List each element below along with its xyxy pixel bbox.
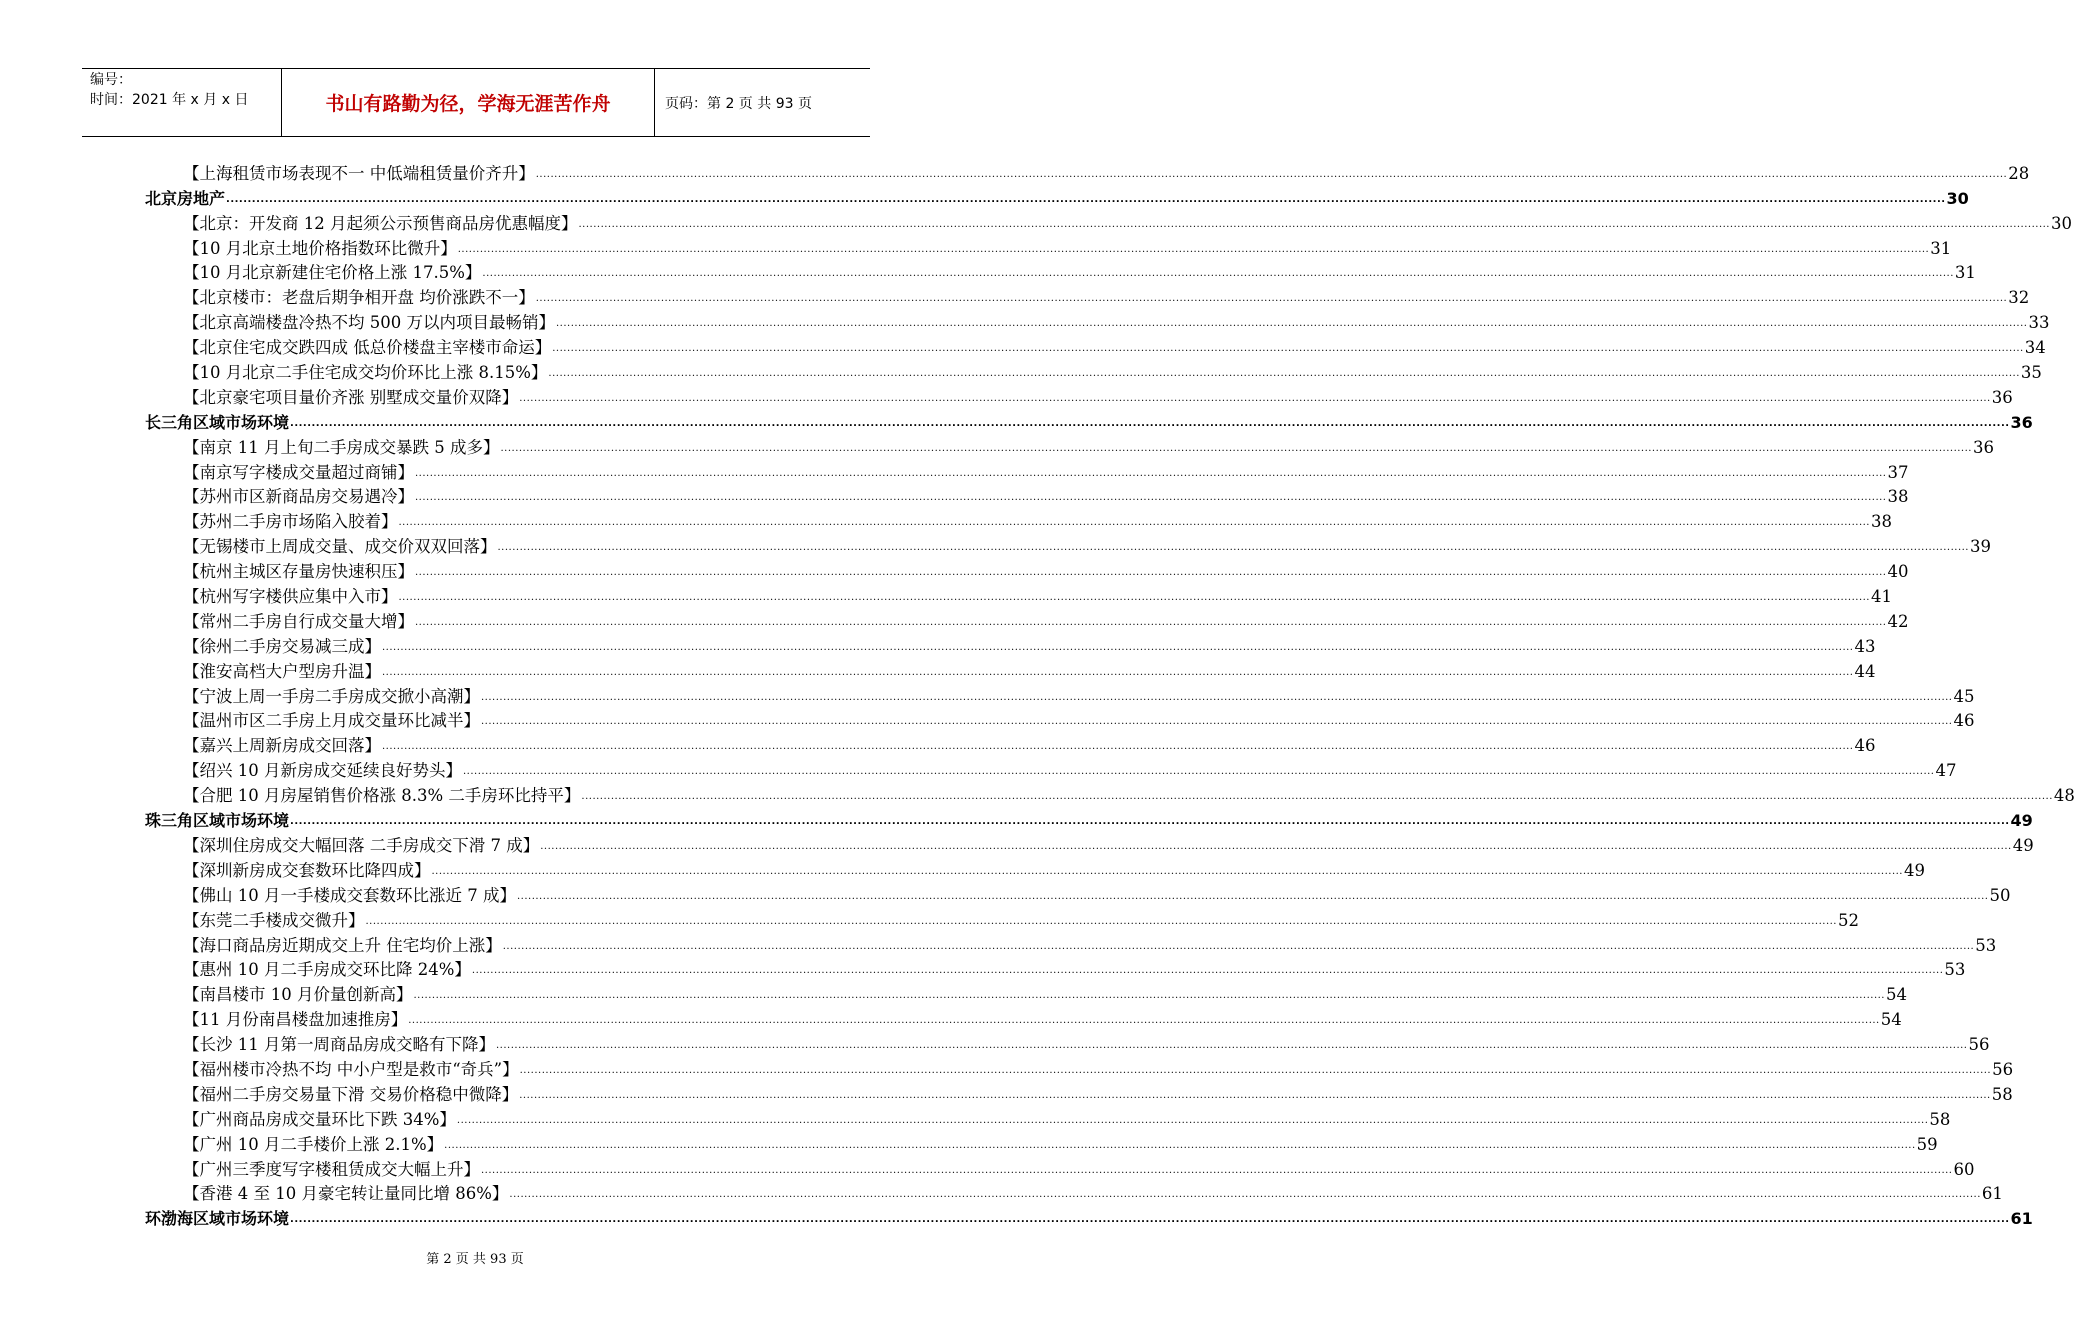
document-number: 编号： (90, 72, 132, 88)
toc-dot-leader: ................................................................................................................................................................................................................................................................................................................................................................................................................ (535, 168, 2008, 180)
toc-dot-leader: ................................................................................................................................................................................................................................................................................................................................................................................................................ (382, 641, 1854, 653)
toc-dot-leader: ................................................................................................................................................................................................................................................................................................................................................................................................................ (581, 791, 2053, 803)
toc-dot-leader: ................................................................................................................................................................................................................................................................................................................................................................................................................ (578, 218, 2050, 230)
toc-entry[interactable] (145, 434, 1994, 459)
toc-entry-page: 39 (1969, 537, 1991, 557)
toc-entry-title: 【杭州主城区存量房快速积压】 (183, 562, 414, 582)
toc-entry-title: 【淮安高档大户型房升温】 (183, 661, 381, 681)
toc-dot-leader: ................................................................................................................................................................................................................................................................................................................................................................................................................ (398, 517, 1870, 529)
toc-dot-leader: ................................................................................................................................................................................................................................................................................................................................................................................................................ (415, 492, 1887, 504)
toc-entry-page: 61 (2010, 1209, 2033, 1229)
toc-dot-leader: ................................................................................................................................................................................................................................................................................................................................................................................................................ (519, 1089, 1991, 1101)
document-date: 时间：2021 年 x 月 x 日 (90, 92, 249, 108)
toc-dot-leader: ................................................................................................................................................................................................................................................................................................................................................................................................................ (497, 542, 1969, 554)
toc-dot-leader: ................................................................................................................................................................................................................................................................................................................................................................................................................ (509, 1189, 1981, 1201)
toc-entry-page: 28 (2008, 163, 2030, 183)
toc-dot-leader: ................................................................................................................................................................................................................................................................................................................................................................................................................ (471, 965, 1944, 977)
toc-entry-page: 37 (1887, 462, 1909, 482)
toc-entry-title: 【北京高端楼盘冷热不均 500 万以内项目最畅销】 (183, 313, 555, 333)
toc-entry-title: 环渤海区域市场环境 (145, 1209, 290, 1229)
toc-entry[interactable] (145, 359, 2042, 384)
toc-entry-page: 35 (2020, 363, 2042, 383)
toc-dot-leader: ................................................................................................................................................................................................................................................................................................................................................................................................................ (516, 890, 1989, 902)
toc-entry[interactable] (145, 284, 2030, 309)
toc-entry[interactable] (145, 1106, 1951, 1131)
toc-entry-title: 【11 月份南昌楼盘加速推房】 (183, 1010, 408, 1030)
toc-section-entry[interactable] (145, 409, 2033, 434)
toc-entry[interactable] (145, 683, 1975, 708)
toc-dot-leader: ................................................................................................................................................................................................................................................................................................................................................................................................................ (548, 368, 2020, 380)
toc-entry-page: 46 (1854, 736, 1876, 756)
toc-entry-page: 49 (1903, 860, 1925, 880)
toc-entry[interactable] (145, 732, 1876, 757)
toc-entry-title: 【嘉兴上周新房成交回落】 (183, 736, 381, 756)
toc-entry-title: 【10 月北京二手住宅成交均价环比上涨 8.15%】 (183, 363, 548, 383)
toc-entry-title: 【北京住宅成交跌四成 低总价楼盘主宰楼市命运】 (183, 338, 552, 358)
toc-entry-page: 53 (1944, 960, 1966, 980)
toc-dot-leader: ................................................................................................................................................................................................................................................................................................................................................................................................................ (290, 417, 2010, 429)
toc-entry[interactable] (145, 459, 1909, 484)
toc-entry[interactable] (145, 583, 1892, 608)
toc-entry[interactable] (145, 334, 2046, 359)
toc-entry-title: 长三角区域市场环境 (145, 412, 290, 432)
toc-entry-page: 60 (1953, 1159, 1975, 1179)
toc-dot-leader: ................................................................................................................................................................................................................................................................................................................................................................................................................ (535, 293, 2008, 305)
toc-entry-title: 【广州三季度写字楼租赁成交大幅上升】 (183, 1159, 480, 1179)
toc-entry[interactable] (145, 782, 2075, 807)
toc-dot-leader: ................................................................................................................................................................................................................................................................................................................................................................................................................ (463, 766, 1935, 778)
toc-entry[interactable] (145, 633, 1876, 658)
toc-entry-page: 30 (1946, 188, 1969, 208)
toc-entry-page: 32 (2008, 288, 2030, 308)
toc-entry-title: 【绍兴 10 月新房成交延续良好势头】 (183, 761, 462, 781)
toc-entry[interactable] (145, 957, 1966, 982)
toc-dot-leader: ................................................................................................................................................................................................................................................................................................................................................................................................................ (540, 840, 2012, 852)
toc-entry-page: 41 (1870, 587, 1892, 607)
toc-entry-title: 【香港 4 至 10 月豪宅转让量同比增 86%】 (183, 1184, 509, 1204)
toc-entry[interactable] (145, 981, 1907, 1006)
toc-entry-page: 34 (2024, 338, 2046, 358)
toc-dot-leader: ................................................................................................................................................................................................................................................................................................................................................................................................................ (408, 1015, 1880, 1027)
toc-dot-leader: ................................................................................................................................................................................................................................................................................................................................................................................................................ (290, 1214, 2010, 1226)
toc-entry-page: 49 (2010, 811, 2033, 831)
toc-dot-leader: ................................................................................................................................................................................................................................................................................................................................................................................................................ (481, 691, 1953, 703)
toc-dot-leader: ................................................................................................................................................................................................................................................................................................................................................................................................................ (415, 616, 1887, 628)
toc-entry[interactable] (145, 708, 1975, 733)
toc-dot-leader: ................................................................................................................................................................................................................................................................................................................................................................................................................ (500, 442, 1972, 454)
toc-entry[interactable] (145, 160, 2030, 185)
toc-entry[interactable] (145, 235, 1952, 260)
toc-entry-title: 【合肥 10 月房屋销售价格涨 8.3% 二手房环比持平】 (183, 786, 581, 806)
toc-dot-leader: ................................................................................................................................................................................................................................................................................................................................................................................................................ (519, 1064, 1992, 1076)
toc-entry[interactable] (145, 1006, 1902, 1031)
toc-entry-page: 58 (1929, 1109, 1951, 1129)
toc-entry-title: 【福州二手房交易量下滑 交易价格稳中微降】 (183, 1084, 519, 1104)
toc-entry-page: 36 (1972, 437, 1994, 457)
page-footer: 第 2 页 共 93 页 (426, 1252, 524, 1267)
toc-entry[interactable] (145, 1181, 2003, 1206)
toc-entry-title: 【杭州写字楼供应集中入市】 (183, 587, 398, 607)
toc-section-entry[interactable] (145, 1205, 2033, 1230)
toc-entry-page: 38 (1887, 487, 1909, 507)
toc-entry-page: 53 (1975, 935, 1997, 955)
toc-entry[interactable] (145, 533, 1991, 558)
toc-entry-page: 58 (1991, 1084, 2013, 1104)
table-of-contents (145, 160, 2075, 1230)
toc-dot-leader: ................................................................................................................................................................................................................................................................................................................................................................................................................ (413, 990, 1885, 1002)
toc-dot-leader: ................................................................................................................................................................................................................................................................................................................................................................................................................ (226, 193, 1946, 205)
toc-dot-leader: ................................................................................................................................................................................................................................................................................................................................................................................................................ (365, 915, 1837, 927)
toc-entry-page: 49 (2012, 835, 2034, 855)
toc-entry[interactable] (145, 608, 1909, 633)
toc-entry-page: 44 (1854, 661, 1876, 681)
toc-entry[interactable] (145, 384, 2013, 409)
toc-entry-title: 【东莞二手楼成交微升】 (183, 910, 365, 930)
toc-entry[interactable] (145, 210, 2072, 235)
toc-entry-title: 珠三角区域市场环境 (145, 811, 290, 831)
header-meta (82, 69, 282, 136)
toc-entry-title: 【北京：开发商 12 月起须公示预售商品房优惠幅度】 (183, 213, 578, 233)
toc-entry-page: 38 (1870, 512, 1892, 532)
toc-entry[interactable] (145, 832, 2034, 857)
toc-entry-page: 33 (2028, 313, 2050, 333)
toc-entry-page: 56 (1992, 1059, 2014, 1079)
toc-dot-leader: ................................................................................................................................................................................................................................................................................................................................................................................................................ (502, 940, 1975, 952)
toc-entry-title: 【10 月北京土地价格指数环比微升】 (183, 238, 457, 258)
toc-dot-leader: ................................................................................................................................................................................................................................................................................................................................................................................................................ (415, 467, 1887, 479)
header-page-info: 页码：第 2 页 共 93 页 (665, 95, 812, 112)
toc-entry-page: 52 (1837, 910, 1859, 930)
toc-entry-title: 【深圳新房成交套数环比降四成】 (183, 860, 431, 880)
toc-entry-page: 61 (1981, 1184, 2003, 1204)
toc-entry-title: 北京房地产 (145, 188, 226, 208)
header-motto: 书山有路勤为径，学海无涯苦作舟 (282, 69, 655, 136)
toc-entry[interactable] (145, 658, 1876, 683)
toc-entry[interactable] (145, 857, 1925, 882)
toc-dot-leader: ................................................................................................................................................................................................................................................................................................................................................................................................................ (398, 592, 1870, 604)
toc-section-entry[interactable] (145, 807, 2033, 832)
toc-entry-title: 【南昌楼市 10 月价量创新高】 (183, 985, 413, 1005)
toc-entry-page: 48 (2053, 786, 2075, 806)
toc-entry-title: 【海口商品房近期成交上升 住宅均价上涨】 (183, 935, 502, 955)
toc-entry-page: 45 (1953, 686, 1975, 706)
toc-dot-leader: ................................................................................................................................................................................................................................................................................................................................................................................................................ (415, 567, 1887, 579)
page-header (82, 68, 870, 137)
toc-entry-title: 【10 月北京新建住宅价格上涨 17.5%】 (183, 263, 482, 283)
toc-entry[interactable] (145, 558, 1909, 583)
toc-entry-title: 【宁波上周一手房二手房成交掀小高潮】 (183, 686, 480, 706)
toc-entry-title: 【北京楼市：老盘后期争相开盘 均价涨跌不一】 (183, 288, 535, 308)
toc-entry[interactable] (145, 932, 1997, 957)
toc-dot-leader: ................................................................................................................................................................................................................................................................................................................................................................................................................ (431, 865, 1903, 877)
toc-entry-page: 56 (1968, 1035, 1990, 1055)
toc-dot-leader: ................................................................................................................................................................................................................................................................................................................................................................................................................ (496, 1040, 1968, 1052)
toc-entry-page: 59 (1916, 1134, 1938, 1154)
toc-entry-title: 【徐州二手房交易减三成】 (183, 636, 381, 656)
toc-entry[interactable] (145, 260, 1976, 285)
toc-entry[interactable] (145, 1081, 2013, 1106)
toc-dot-leader: ................................................................................................................................................................................................................................................................................................................................................................................................................ (382, 741, 1854, 753)
toc-entry[interactable] (145, 508, 1892, 533)
toc-entry-title: 【苏州二手房市场陷入胶着】 (183, 512, 398, 532)
toc-entry[interactable] (145, 1131, 1938, 1156)
toc-dot-leader: ................................................................................................................................................................................................................................................................................................................................................................................................................ (555, 318, 2028, 330)
toc-dot-leader: ................................................................................................................................................................................................................................................................................................................................................................................................................ (519, 392, 1991, 404)
toc-entry-page: 30 (2050, 213, 2072, 233)
toc-entry[interactable] (145, 1156, 1975, 1181)
toc-entry-title: 【无锡楼市上周成交量、成交价双双回落】 (183, 537, 497, 557)
toc-dot-leader: ................................................................................................................................................................................................................................................................................................................................................................................................................ (444, 1139, 1916, 1151)
toc-entry-title: 【深圳住房成交大幅回落 二手房成交下滑 7 成】 (183, 835, 540, 855)
toc-entry[interactable] (145, 484, 1909, 509)
toc-entry-page: 54 (1880, 1010, 1902, 1030)
toc-entry-page: 54 (1885, 985, 1907, 1005)
toc-entry-title: 【常州二手房自行成交量大增】 (183, 611, 414, 631)
toc-dot-leader: ................................................................................................................................................................................................................................................................................................................................................................................................................ (481, 1164, 1953, 1176)
toc-entry-title: 【上海租赁市场表现不一 中低端租赁量价齐升】 (183, 163, 535, 183)
toc-entry-page: 31 (1954, 263, 1976, 283)
toc-section-entry[interactable] (145, 185, 1969, 210)
toc-entry-title: 【佛山 10 月一手楼成交套数环比涨近 7 成】 (183, 885, 516, 905)
toc-dot-leader: ................................................................................................................................................................................................................................................................................................................................................................................................................ (290, 816, 2010, 828)
toc-entry-page: 42 (1887, 611, 1909, 631)
toc-entry-title: 【广州 10 月二手楼价上涨 2.1%】 (183, 1134, 444, 1154)
toc-dot-leader: ................................................................................................................................................................................................................................................................................................................................................................................................................ (481, 716, 1953, 728)
toc-entry-page: 36 (2010, 412, 2033, 432)
toc-dot-leader: ................................................................................................................................................................................................................................................................................................................................................................................................................ (552, 343, 2024, 355)
toc-entry-title: 【温州市区二手房上月成交量环比减半】 (183, 711, 480, 731)
toc-dot-leader: ................................................................................................................................................................................................................................................................................................................................................................................................................ (482, 268, 1954, 280)
toc-entry-title: 【南京 11 月上旬二手房成交暴跌 5 成多】 (183, 437, 500, 457)
toc-entry-page: 31 (1930, 238, 1952, 258)
toc-entry[interactable] (145, 1031, 1990, 1056)
toc-entry[interactable] (145, 309, 2050, 334)
toc-dot-leader: ................................................................................................................................................................................................................................................................................................................................................................................................................ (457, 243, 1930, 255)
toc-entry-title: 【苏州市区新商品房交易遇冷】 (183, 487, 414, 507)
toc-entry[interactable] (145, 1056, 2014, 1081)
toc-entry-title: 【长沙 11 月第一周商品房成交略有下降】 (183, 1035, 495, 1055)
toc-entry-page: 46 (1953, 711, 1975, 731)
toc-dot-leader: ................................................................................................................................................................................................................................................................................................................................................................................................................ (382, 666, 1854, 678)
toc-entry[interactable] (145, 907, 1859, 932)
toc-entry-title: 【惠州 10 月二手房成交环比降 24%】 (183, 960, 471, 980)
toc-entry-page: 47 (1935, 761, 1957, 781)
toc-entry-page: 43 (1854, 636, 1876, 656)
toc-entry-title: 【北京豪宅项目量价齐涨 别墅成交量价双降】 (183, 387, 519, 407)
toc-entry-page: 36 (1991, 387, 2013, 407)
toc-entry[interactable] (145, 882, 2011, 907)
toc-entry-title: 【广州商品房成交量环比下跌 34%】 (183, 1109, 456, 1129)
toc-entry-title: 【福州楼市冷热不均 中小户型是救市“奇兵”】 (183, 1059, 519, 1079)
toc-entry-title: 【南京写字楼成交量超过商铺】 (183, 462, 414, 482)
toc-entry[interactable] (145, 757, 1957, 782)
toc-dot-leader: ................................................................................................................................................................................................................................................................................................................................................................................................................ (456, 1114, 1929, 1126)
toc-entry-page: 50 (1989, 885, 2011, 905)
toc-entry-page: 40 (1887, 562, 1909, 582)
